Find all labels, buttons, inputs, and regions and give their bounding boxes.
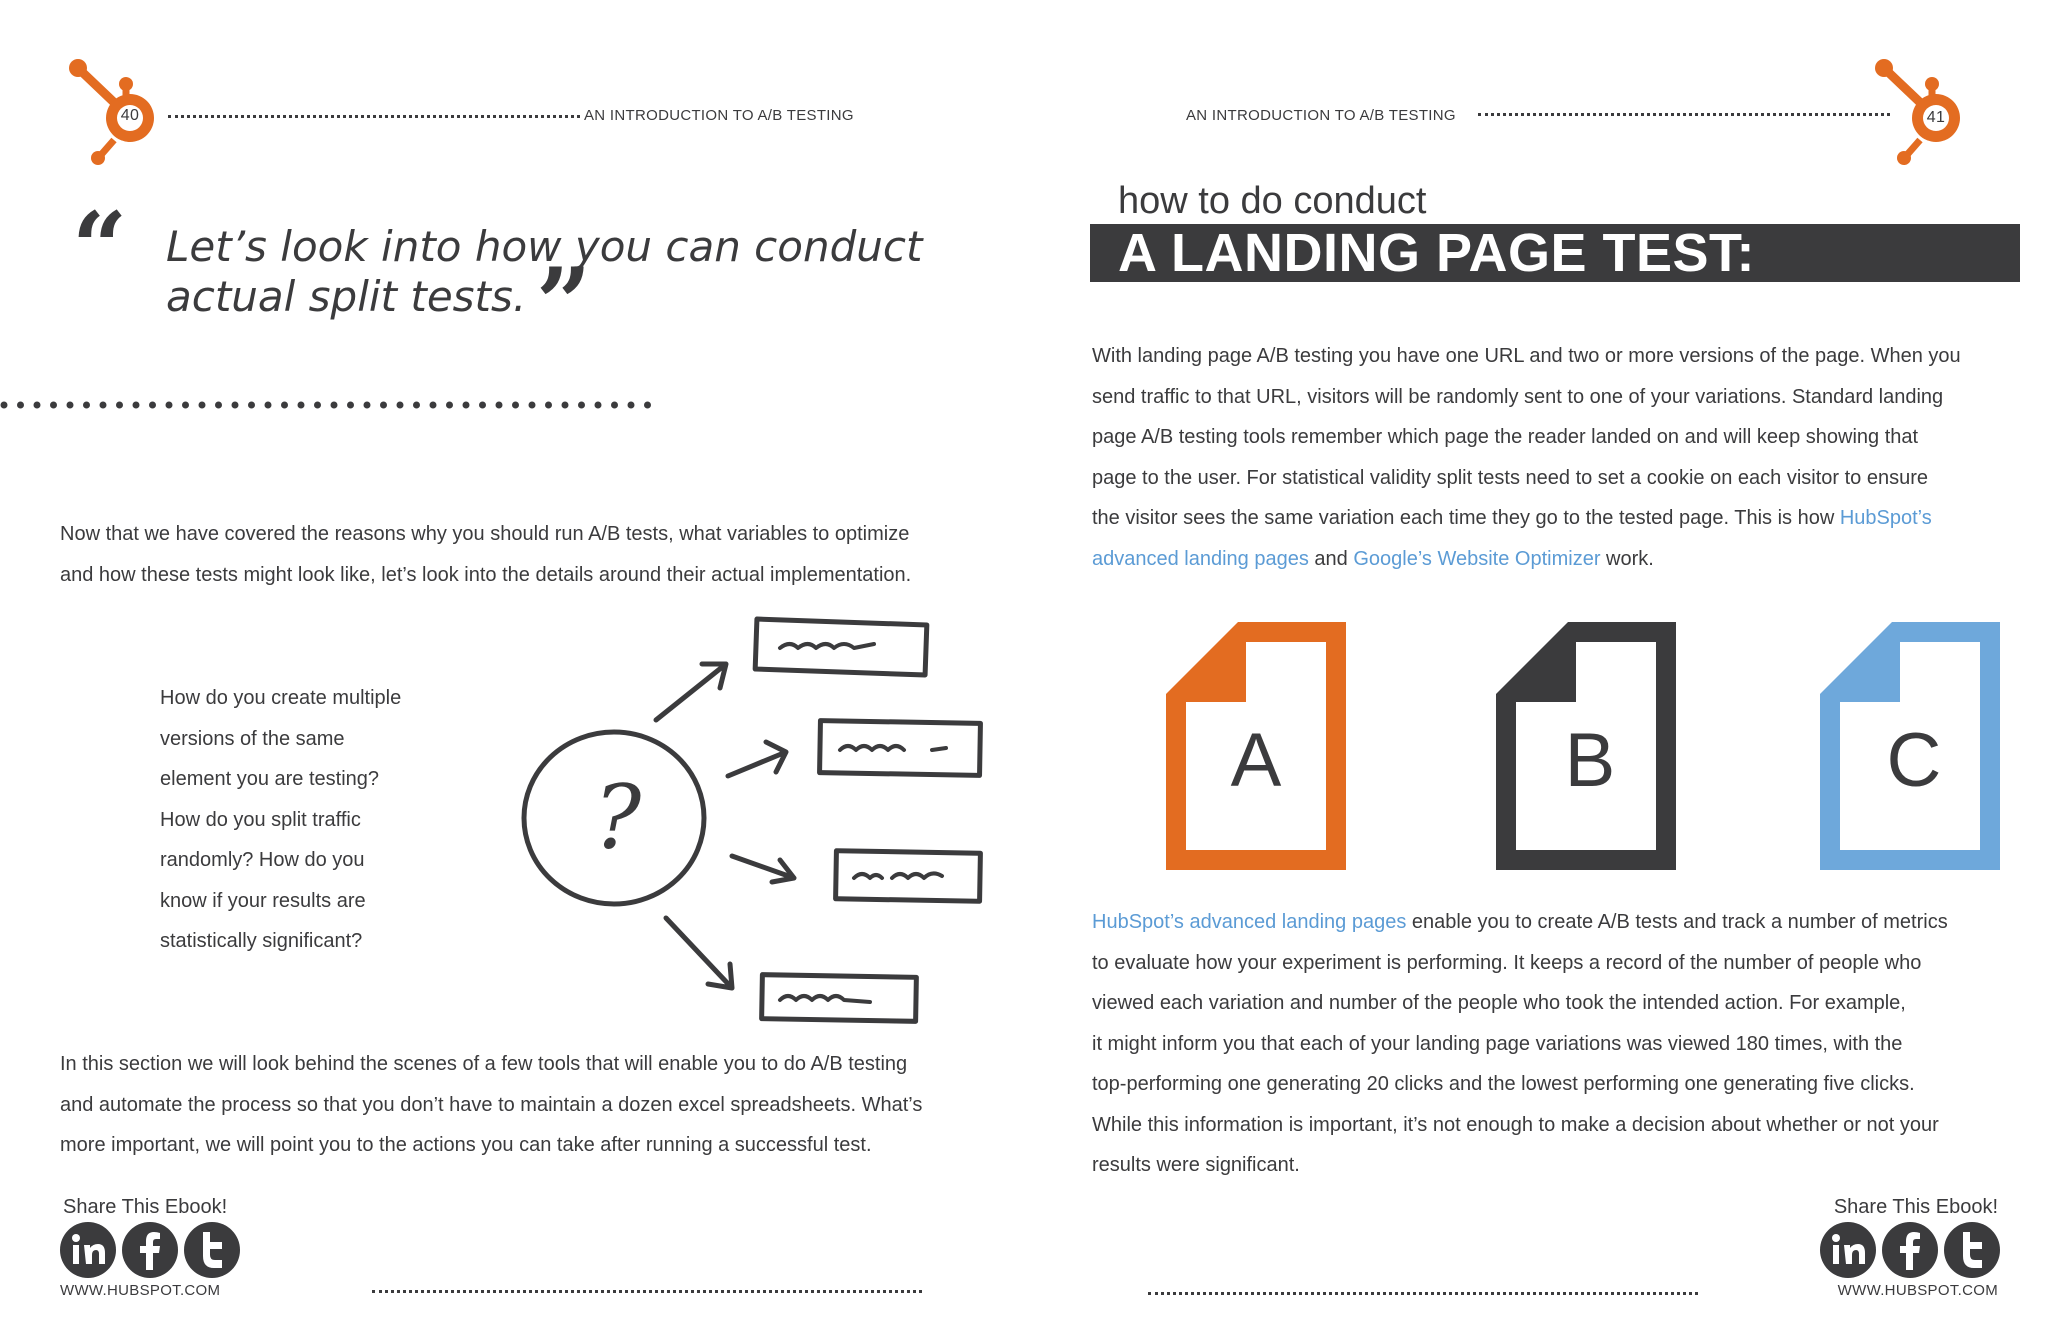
scribble-2 (840, 746, 946, 750)
metrics-line-7: results were significant. (1092, 1154, 1300, 1176)
share-label-right: Share This Ebook! (1833, 1196, 1998, 1218)
question-line: statistically significant? (160, 930, 363, 952)
metrics-line-4: it might inform you that each of your landing page variations was viewed 180 times, with the (1092, 1032, 1903, 1055)
arrow-4 (666, 918, 732, 988)
hubspot-landing-pages-link[interactable]: HubSpot’s advanced landing pages (1092, 911, 1407, 933)
landing-line-5: the visitor sees the same variation each time they go to the tested page. This is how HubSpot’s (1092, 507, 1932, 529)
header-divider-right (1478, 113, 1890, 116)
facebook-icon[interactable] (1882, 1222, 1938, 1278)
twitter-icon[interactable] (1944, 1222, 2000, 1278)
header-divider-left (168, 115, 580, 118)
question-line: element you are testing? (160, 768, 380, 790)
footer-url-right[interactable]: WWW.HUBSPOT.COM (1837, 1282, 1998, 1299)
question-line: versions of the same (160, 727, 345, 750)
pull-quote-line-2: actual split tests. (166, 272, 527, 321)
twitter-icon[interactable] (184, 1222, 240, 1278)
heading-big: A LANDING PAGE TEST: (1118, 223, 1756, 283)
intro-line-1: Now that we have covered the reasons why you should run A/B tests, what variables to optimize (60, 523, 910, 545)
landing-line-6: advanced landing pages and Google’s Website Optimizer work. (1092, 547, 1654, 570)
question-line: How do you split traffic (160, 808, 361, 831)
close-quote-mark: ” (536, 247, 592, 360)
metrics-paragraph (1092, 902, 2022, 1186)
footer-url-left[interactable]: WWW.HUBSPOT.COM (60, 1282, 221, 1299)
landing-line-1: With landing page A/B testing you have one URL and two or more versions of the page. When you (1092, 345, 1961, 367)
footer-divider-right (1148, 1292, 1698, 1295)
open-quote-mark: “ (72, 191, 128, 304)
hubspot-logo-icon (62, 58, 166, 168)
heading-small: how to do conduct (1118, 180, 1427, 222)
landing-line-4: page to the user. For statistical validity split tests need to set a cookie on each visitor to ensure (1092, 466, 1928, 489)
footer-divider-left (372, 1290, 922, 1293)
section-line-1: In this section we will look behind the scenes of a few tools that will enable you to do A/B testing (60, 1053, 908, 1075)
metrics-line-5: top-performing one generating 20 clicks and the lowest performing one generating five clicks. (1092, 1073, 1915, 1095)
question-mark: ? (594, 766, 642, 869)
facebook-icon[interactable] (122, 1222, 178, 1278)
running-title-left: AN INTRODUCTION TO A/B TESTING (584, 107, 854, 124)
social-share-left (60, 1222, 240, 1278)
pull-quote-line-1: Let’s look into how you can conduct (166, 222, 923, 271)
hubspot-link-part-1[interactable]: HubSpot’s (1839, 507, 1932, 529)
landing-line-2: send traffic to that URL, visitors will be randomly sent to one of your variations. Standard landing (1092, 385, 1944, 408)
quote-divider (0, 398, 660, 412)
landing-paragraph (1092, 336, 2022, 579)
arrow-1 (656, 664, 726, 720)
scribble-3 (854, 873, 942, 878)
metrics-line-1: HubSpot’s advanced landing pages enable you to create A/B tests and track a number of metrics (1092, 911, 1948, 933)
scribble-4 (780, 996, 870, 1002)
question-line: How do you create multiple (160, 687, 402, 709)
document-letter-c: C (1886, 718, 1942, 803)
intro-line-2: and how these tests might look like, let’s look into the details around their actual implementation. (60, 563, 912, 586)
metrics-line-6: While this information is important, it’s not enough to make a decision about whether or not your (1092, 1113, 1939, 1136)
running-title-right: AN INTRODUCTION TO A/B TESTING (1186, 107, 1456, 124)
hubspot-link-part-2[interactable]: advanced landing pages (1092, 547, 1309, 570)
hubspot-logo-icon (1868, 58, 1972, 168)
linkedin-icon[interactable] (1820, 1222, 1876, 1278)
metrics-line-2: to evaluate how your experiment is performing. It keeps a record of the number of people who (1092, 951, 1922, 974)
document-a-icon (1166, 622, 1346, 870)
split-traffic-diagram (518, 612, 986, 1032)
page-number-left: 40 (120, 107, 140, 124)
intro-paragraph (60, 514, 1000, 595)
metrics-line-3: viewed each variation and number of the people who took the intended action. For example, (1092, 992, 1906, 1014)
questions-list (160, 678, 480, 962)
document-b-icon (1496, 622, 1676, 870)
google-optimizer-link[interactable]: Google’s Website Optimizer (1353, 547, 1601, 570)
social-share-right (1820, 1222, 2000, 1278)
landing-line-3: page A/B testing tools remember which page the reader landed on and will keep showing that (1092, 426, 1919, 448)
question-line: randomly? How do you (160, 849, 365, 871)
section-paragraph (60, 1044, 1000, 1166)
document-letter-b: B (1564, 718, 1616, 803)
share-label-left: Share This Ebook! (63, 1196, 228, 1218)
arrow-3 (732, 856, 794, 882)
question-line: know if your results are (160, 889, 366, 912)
section-line-2: and automate the process so that you don’t have to maintain a dozen excel spreadsheets. What’s (60, 1093, 923, 1116)
arrow-2 (728, 742, 786, 776)
linkedin-icon[interactable] (60, 1222, 116, 1278)
document-c-icon (1820, 622, 2000, 870)
document-letter-a: A (1230, 718, 1282, 803)
scribble-1 (780, 644, 874, 648)
page-number-right: 41 (1926, 109, 1946, 126)
section-line-3: more important, we will point you to the actions you can take after running a successful test. (60, 1134, 872, 1156)
